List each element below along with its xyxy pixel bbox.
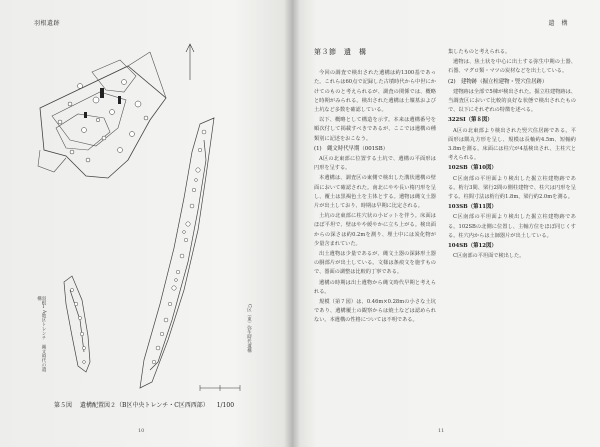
body-paragraph: 本遺構は、調査区の東側で検出した溝状遺構の壁面において確認された。南北にやや長い楕円形を呈し、覆土は黒褐色土を主体とする。遺物は縄文土器片が出土しており、時期は早期に比定される。 [314,175,436,210]
left-folio: 10 [138,428,145,434]
item-heading: 103SB（第11図） [448,204,497,211]
text-column-1 [314,48,436,327]
item-paragraph: C区南部の平坦面で検出した。 [453,253,525,260]
subsection-heading: (1) 縄文時代早期（001SB） [314,145,389,152]
item-paragraph: A区の北東部より検出された竪穴住居跡である。平面形は隅丸方形を呈し、規模は長軸約4.5m、短軸約3.8mを測る。床面には柱穴が4基検出され、主柱穴と考えられる。 [448,127,576,162]
item-heading: 104SB（第12図） [448,243,497,250]
intro-paragraph: 以下、概略として構造を示す。本来は遺構番号を順次付して掲載すべきであるが、ここでは遺構の種類別に記述をおこなう。 [314,117,436,142]
item-heading: 102SB（第10図） [448,165,497,172]
section-heading: 第３節 遺 構 [314,48,367,56]
intro-paragraph: 今回の調査で検出された遺構は約1300基であった。これらは60点で記録した古墳時代から中世にかけてのものと考えられるが、調査の関係では、概略と時期がみられる。検出された遺構は土壙墓および土坑など多数を確認している。 [314,70,436,114]
body-paragraph: 土坑の北東部に柱穴状の小ピットを伴う。床面はほぼ平坦で、壁はやや緩やかに立ち上がる。検出面からの深さは約0.2mを測り、埋土中には炭化物が少量含まれていた。 [314,213,436,247]
body-paragraph: A区の北東部に位置する土坑で、遺構の平面形は円形を呈する。 [314,156,436,172]
item-paragraph: C区南部の平坦面より検出した掘立柱建物跡である。102SBの北側に位置し、主軸方位をほぼ同じくする。柱穴内からは土師器片が出土している。 [448,214,576,239]
body-paragraph: 規模（第７図）は、0.46m×0.28mの小さな土坑であり、遺構覆土の観察からは焼土などは認められない。本遺構の性格については不明である。 [314,299,436,324]
right-folio: 11 [438,428,445,434]
figure-title: 遺構配置図２（B区中央トレンチ・C区西西部） [79,402,209,409]
body-paragraph: 遺構の時期は出土遺物から縄文時代早期と考えられる。 [314,279,436,295]
left-running-head: 羽根遺跡 [34,20,61,27]
text-column-2 [448,48,576,262]
trench-a-label: 羽根ⅠA地区トレンチ 縄文時代の遺構 [36,296,46,372]
right-running-head: 遺 構 [548,20,568,27]
trench-b-label: C区（東）弥生時代遺構 [246,304,252,353]
figure-scale: 1/100 [216,402,235,409]
item-paragraph: C区南部の平坦面より検出した掘立柱建物跡である。桁行3間、梁行2間の側柱建物で、柱穴は円形を呈する。柱間寸法は桁行約1.8m、梁行約2.0mを測る。 [448,175,576,201]
right-page [292,0,600,447]
body-paragraph: 遺物は、焦土状を中心に出土する弥生中期の土器、石器、マグロ類・マツの炭材などを出土している。 [448,59,576,75]
item-heading: 322SI（第８図） [448,117,493,124]
body-paragraph: 建物跡は全部で5棟が検出された。掘立柱建物跡は、当調査区において比較的良好な状態で検出されたもので、以下にそれぞれの特徴を述べる。 [448,88,576,114]
subsection-heading: (2) 建物跡（掘立柱建物・竪穴住居跡） [448,78,548,85]
book-gutter [284,0,300,447]
body-paragraph: 集したものと考えられる。 [448,49,511,55]
body-paragraph: 出土遺物は少量であるが、縄文土器の深鉢形土器の胴部片が出土している。文様は条痕文を施すもので、器面の調整は比較的丁寧である。 [314,251,436,276]
left-page [0,0,292,447]
figure-caption [54,400,240,409]
figure-number: 第５図 [54,402,73,409]
